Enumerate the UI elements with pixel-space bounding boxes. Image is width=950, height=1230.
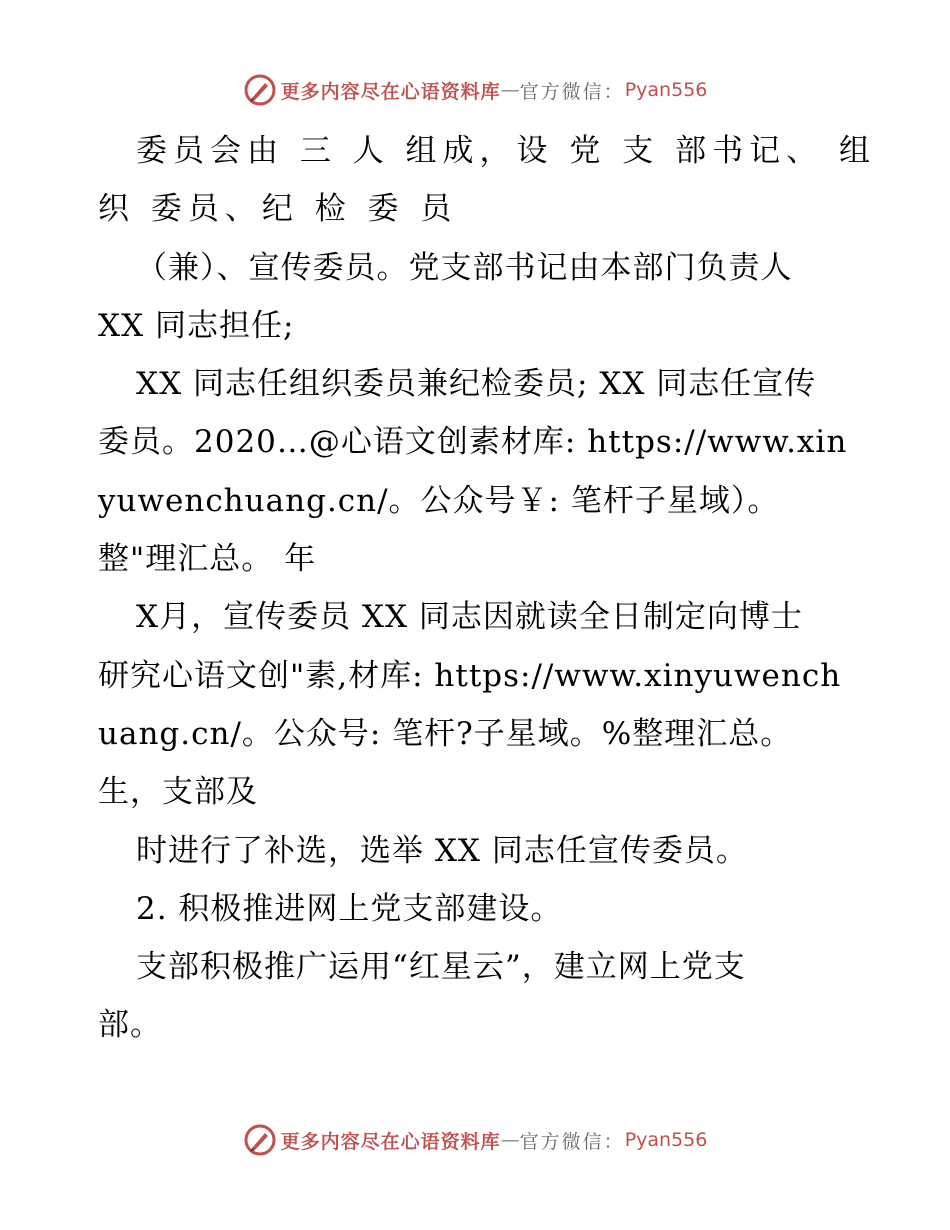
text-line: uang.cn/。公众号: 笔杆?子星域。%整理汇总。 bbox=[98, 715, 793, 752]
watermark-label: 官方微信： bbox=[519, 1130, 625, 1153]
pen-logo-icon bbox=[243, 1123, 277, 1157]
watermark-dash: — bbox=[500, 79, 520, 101]
watermark-brand: 更多内容尽在心语资料库 bbox=[280, 80, 501, 103]
text-line: 2. 积极推进网上党支部建设。 bbox=[136, 890, 563, 927]
text-line: 委员。2020…@心语文创素材库: https://www.xin bbox=[98, 424, 848, 461]
pen-logo-icon bbox=[243, 73, 277, 107]
text-line: （兼）、宣传委员。党支部书记由本部门负责人 bbox=[136, 249, 793, 286]
watermark-brand: 更多内容尽在心语资料库 bbox=[280, 1130, 501, 1153]
footer-watermark bbox=[0, 1120, 950, 1160]
watermark-wechat-id: Pyan556 bbox=[624, 1129, 708, 1151]
text-line: 部。 bbox=[98, 1007, 162, 1044]
text-line: 生，支部及 bbox=[98, 774, 258, 811]
watermark-wechat-id: Pyan556 bbox=[624, 79, 708, 101]
text-line: 整"理汇总。 年 bbox=[98, 541, 317, 578]
text-line: 织 委员、纪 检 委 员 bbox=[98, 191, 458, 228]
text-line: 时进行了补选，选举 XX 同志任宣传委员。 bbox=[136, 832, 748, 869]
document-body bbox=[98, 122, 876, 1055]
text-line: yuwenchuang.cn/。公众号￥: 笔杆子星域）。 bbox=[98, 482, 780, 519]
watermark-label: 官方微信： bbox=[519, 80, 625, 103]
text-line: 支部积极推广运用“红星云”，建立网上党支 bbox=[136, 949, 746, 986]
text-line: X月，宣传委员 XX 同志因就读全日制定向博士 bbox=[136, 599, 803, 636]
text-line: 研究心语文创"素,材库: https://www.xinyuwench bbox=[98, 657, 842, 694]
text-line: XX 同志任组织委员兼纪检委员; XX 同志任宣传 bbox=[136, 366, 817, 403]
watermark-dash: — bbox=[500, 1129, 520, 1151]
header-watermark bbox=[0, 70, 950, 110]
text-line: XX 同志担任; bbox=[98, 307, 295, 344]
text-line: 委员会由 三 人 组成，设 党 支 部书记、 组 bbox=[136, 133, 876, 169]
